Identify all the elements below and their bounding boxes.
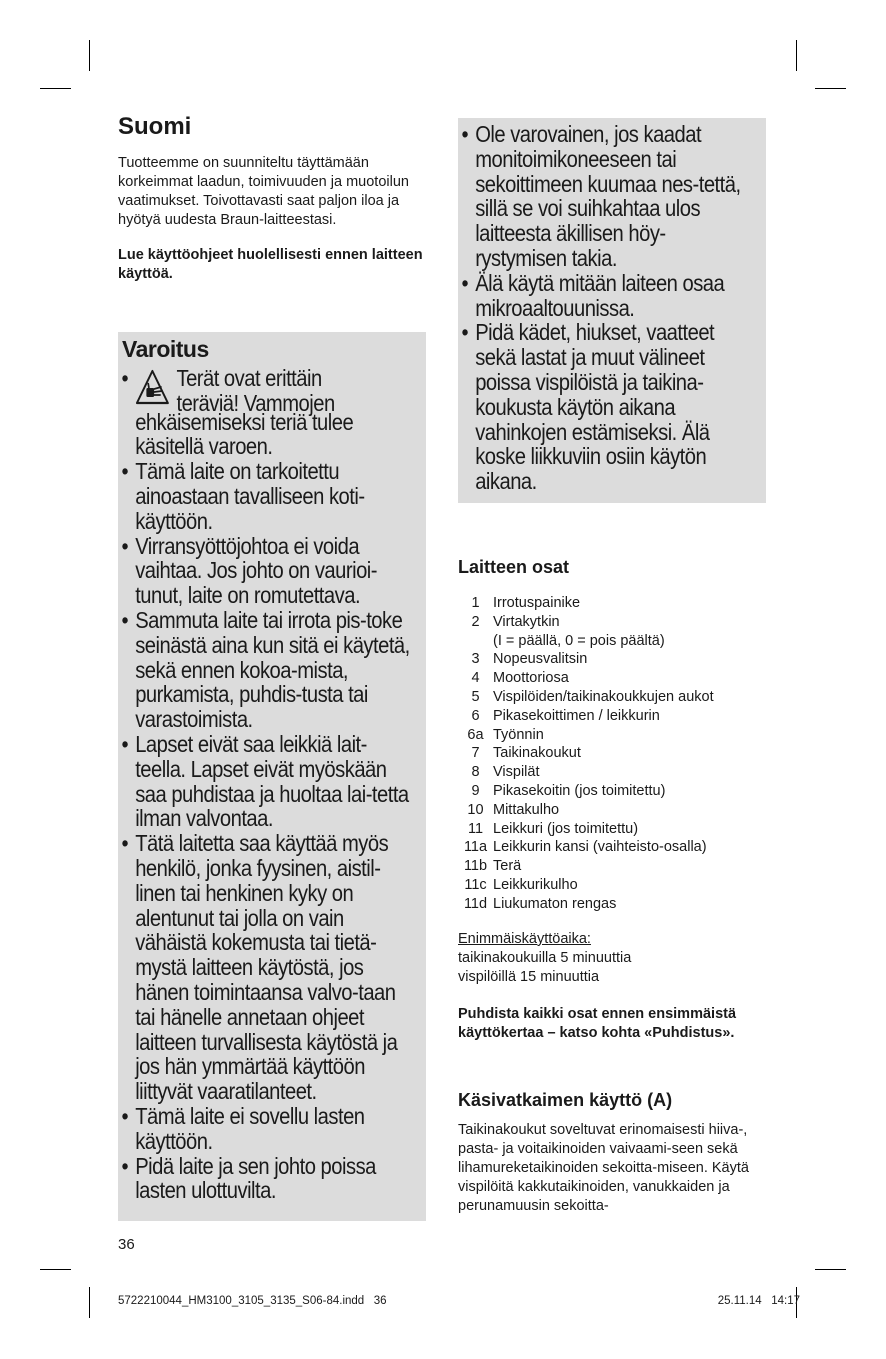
usage-heading: Käsivatkaimen käyttö (A): [458, 1089, 673, 1110]
warning-list-continued: [458, 122, 778, 494]
part-item: [458, 744, 768, 763]
crop-mark: [40, 88, 71, 89]
part-item: [458, 594, 768, 613]
parts-section: [458, 556, 768, 1216]
part-label: Leikkurin kansi (vaihteisto-osalla): [493, 839, 707, 856]
intro-section: [118, 112, 428, 284]
warning-list: [118, 366, 438, 1203]
part-item: [458, 688, 768, 707]
parts-list: [458, 594, 768, 914]
warning-heading: Varoitus: [122, 336, 209, 362]
part-number: 11a: [463, 839, 488, 856]
part-item: [458, 782, 768, 801]
warning-item-text: ehkäisemiseksi teriä tulee käsitellä varoen.: [135, 408, 354, 460]
crop-mark: [40, 1269, 71, 1270]
part-label: Virtakytkin: [493, 613, 560, 630]
part-label: Pikasekoitin (jos toimitettu): [493, 782, 666, 799]
max-time: [458, 930, 768, 987]
crop-mark: [815, 88, 846, 89]
part-label: Liukumaton rengas: [493, 895, 617, 912]
part-item: [458, 763, 768, 782]
part-number: 5: [471, 688, 480, 705]
part-number: 11c: [464, 876, 487, 893]
part-label: Leikkurikulho: [493, 876, 578, 893]
max-time-hooks: taikinakoukuilla 5 minuuttia: [458, 949, 632, 966]
hand-warning-icon: [135, 368, 169, 406]
part-item: [458, 876, 768, 895]
part-item: [458, 726, 768, 745]
parts-heading: Laitteen osat: [458, 557, 570, 577]
part-item: [458, 895, 768, 914]
part-item: [458, 650, 768, 669]
clean-notice: Puhdista kaikki osat ennen ensimmäistä käyttökertaa – katso kohta «Puhdistus».: [458, 1005, 737, 1041]
part-number: 6: [471, 707, 480, 724]
warning-item: • Tämä laite on tarkoitettu ainoastaan tavalliseen koti-käyttöön.: [118, 459, 410, 533]
part-label: (I = päällä, 0 = pois päältä): [493, 632, 665, 649]
part-number: 3: [471, 651, 480, 668]
usage-text: Taikinakoukut soveltuvat erinomaisesti hiiva-, pasta- ja voitaikinoiden vaivaami-seen sekä lihamureketaikinoiden sekoitta-miseen. Käytä vispilöitä kakkutaikinoiden, vanukkaiden ja perunamuusin sekoitta-: [458, 1121, 749, 1214]
crop-mark: [89, 40, 90, 71]
warning-item: • Pidä kädet, hiukset, vaatteet sekä lastat ja muut välineet poissa vispilöistä ja taikina-koukusta käytön aikana vahinkojen estämiseksi. Älä koske liikkuviin osiin käytön aikana.: [458, 320, 750, 494]
part-number: 11: [467, 820, 484, 837]
max-time-whisks: vispilöillä 15 minuuttia: [458, 968, 600, 985]
part-label: Mittakulho: [493, 801, 560, 818]
part-label: Pikasekoittimen / leikkurin: [493, 707, 660, 724]
page-number: 36: [118, 1236, 135, 1253]
warning-item: • Pidä laite ja sen johto poissa lasten ulottuvilta.: [118, 1154, 410, 1204]
part-label: Leikkuri (jos toimitettu): [493, 820, 639, 837]
part-number: 10: [467, 801, 484, 818]
footer-file: 5722210044_HM3100_3105_3135_S06-84.indd 36: [118, 1295, 387, 1307]
part-number: 1: [471, 595, 480, 611]
footer-date: 25.11.14 14:17: [717, 1295, 800, 1307]
part-label: Nopeusvalitsin: [493, 651, 588, 668]
part-label: Työnnin: [493, 726, 544, 743]
part-item: [458, 669, 768, 688]
part-label: Vispilöiden/taikinakoukkujen aukot: [493, 688, 714, 705]
part-number: 8: [471, 764, 480, 781]
part-number: 6a: [467, 726, 484, 743]
warning-item: [118, 366, 410, 459]
part-item: [458, 613, 768, 632]
warning-item: • Tämä laite ei sovellu lasten käyttöön.: [118, 1104, 410, 1154]
read-notice: Lue käyttöohjeet huolellisesti ennen laitteen käyttöä.: [118, 247, 423, 282]
part-label: Moottoriosa: [493, 670, 569, 687]
part-number: 11d: [463, 895, 488, 912]
part-label: Vispilät: [493, 764, 540, 781]
part-item: [458, 632, 768, 651]
part-number: 4: [471, 670, 480, 687]
part-label: Terä: [493, 858, 522, 875]
warning-item: • Älä käytä mitään laiteen osaa mikroaaltouunissa.: [458, 271, 750, 321]
part-number: 2: [471, 613, 480, 630]
part-number: [458, 632, 493, 651]
warning-item-line: • Terät ovat erittäin: [176, 365, 322, 391]
part-item: [458, 820, 768, 839]
crop-mark: [89, 1287, 90, 1318]
part-label: Taikinakoukut: [493, 745, 581, 762]
warning-item: • Tätä laitetta saa käyttää myös henkilö, jonka fyysinen, aistil-linen tai henkinen kyky on alentunut tai jolla on vain vähäistä kokemusta tai tietä-mystä laitteen käytöstä, jos hänen toimintaansa valvo-taan tai hänelle annetaan ohjeet laitteen turvallisesta käytöstä ja jos hän ymmärtää käyttöön liittyvät vaaratilanteet.: [118, 831, 410, 1104]
page-title: Suomi: [118, 113, 192, 140]
part-number: 11b: [463, 858, 488, 875]
part-item: [458, 857, 768, 876]
warning-item: • Ole varovainen, jos kaadat monitoimikoneeseen tai sekoittimeen kuumaa nes-tettä, sillä se voi suihkahtaa ulos laitteesta äkillisen höy-rystymisen takia.: [458, 122, 750, 271]
part-item: [458, 801, 768, 820]
max-time-label: Enimmäiskäyttöaika:: [458, 930, 591, 947]
warning-item-line: teräviä! Vammojen: [176, 389, 335, 416]
warning-item: • Sammuta laite tai irrota pis-toke seinästä aina kun sitä ei käytetä, sekä ennen kokoa-mista, purkamista, puhdis-tusta tai varastoimista.: [118, 608, 410, 732]
intro-text: Tuotteemme on suunniteltu täyttämään korkeimmat laadun, toimivuuden ja muotoilun vaatimukset. Toivottavasti saat paljon iloa ja hyötyä uudesta Braun-laitteestasi.: [118, 155, 409, 228]
warning-item: • Lapset eivät saa leikkiä lait-teella. Lapset eivät myöskään saa puhdistaa ja huoltaa lai-tetta ilman valvontaa.: [118, 732, 410, 831]
crop-mark: [796, 40, 797, 71]
part-item: [458, 838, 768, 857]
part-number: 7: [471, 745, 480, 762]
part-item: [458, 707, 768, 726]
part-label: Irrotuspainike: [493, 595, 581, 611]
crop-mark: [815, 1269, 846, 1270]
part-number: 9: [471, 782, 480, 799]
warning-item: • Virransyöttöjohtoa ei voida vaihtaa. Jos johto on vaurioi-tunut, laite on romutettava.: [118, 534, 410, 608]
